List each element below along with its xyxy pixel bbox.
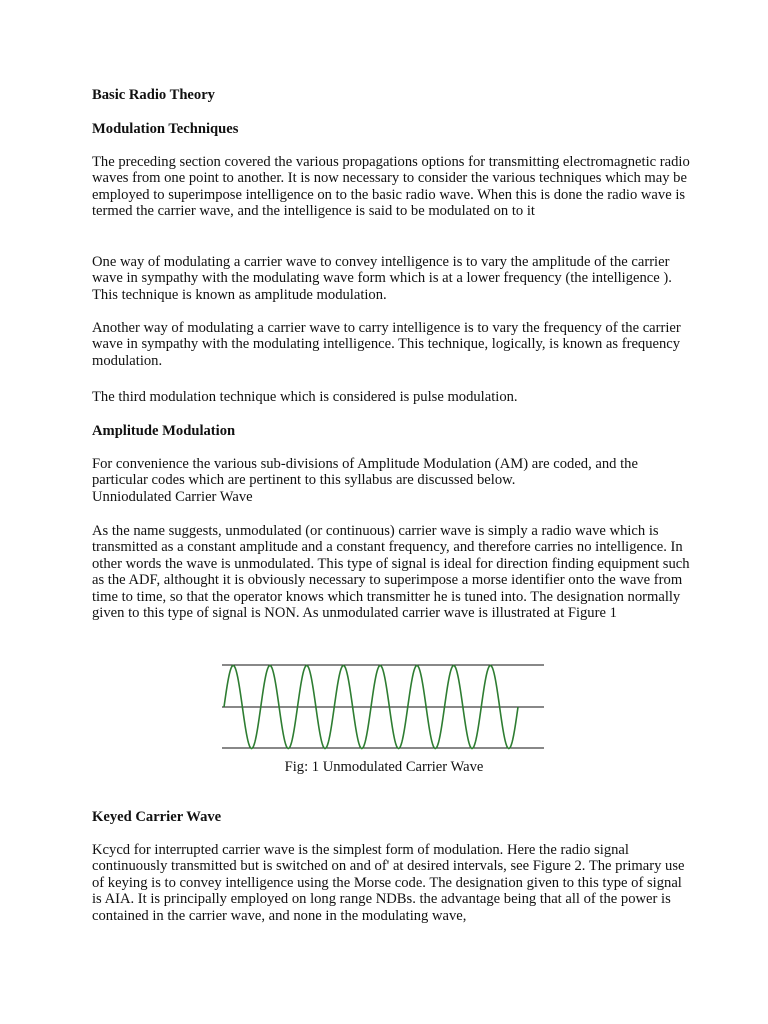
subheading-unmodulated: Unniodulated Carrier Wave xyxy=(92,489,253,505)
heading-amplitude-modulation: Amplitude Modulation xyxy=(92,423,236,439)
unmodulated-carrier-wave-figure xyxy=(222,656,544,750)
heading-modulation-techniques: Modulation Techniques xyxy=(92,121,239,137)
paragraph-amplitude: One way of modulating a carrier wave to convey intelligence is to vary the amplitude of the carrier wave in sympathy with the modulating wave form which is at a lower frequency (the intelligence ). This technique is known as amplitude modulation. xyxy=(92,254,672,303)
paragraph-intro: The preceding section covered the various propagations options for transmitting electromagnetic radio waves from one point to another. It is now necessary to consider the various techniques which may be employed to superimpose intelligence on to the basic radio wave. When this is done the radio wave is termed the carrier wave, and the intelligence is said to be modulated on to it xyxy=(92,154,690,220)
paragraph-keyed: Kcycd for interrupted carrier wave is the simplest form of modulation. Here the radio signal continuously transmitted but is switched on and of' at desired intervals, see Figure 2. The primary use of keying is to convey intelligence using the Morse code. The designation given to this type of signal is AIA. It is principally employed on long range NDBs. the advantage being that all of the power is contained in the carrier wave, and none in the modulating wave, xyxy=(92,842,685,924)
paragraph-unmodulated: As the name suggests, unmodulated (or continuous) carrier wave is simply a radio wave which is transmitted as a constant amplitude and a constant frequency, and therefore carries no intelligence. In other words the wave is unmodulated. This type of signal is ideal for direction finding equipment such as the ADF, althought it is obviously necessary to superimpose a morse identifier onto the wave from time to time, so that the operator knows which transmitter he is tuned into. The designation normally given to this type of signal is NON. As unmodulated carrier wave is illustrated at Figure 1 xyxy=(92,523,690,622)
paragraph-pulse: The third modulation technique which is considered is pulse modulation. xyxy=(92,389,518,405)
paragraph-am-codes: For convenience the various sub-divisions of Amplitude Modulation (AM) are coded, and the particular codes which are pertinent to this syllabus are discussed below. xyxy=(92,456,638,489)
figure-caption: Fig: 1 Unmodulated Carrier Wave xyxy=(284,759,484,775)
paragraph-frequency: Another way of modulating a carrier wave to carry intelligence is to vary the frequency of the carrier wave in sympathy with the modulating intelligence. This technique, logically, is known as frequency modulation. xyxy=(92,320,681,369)
heading-keyed-carrier-wave: Keyed Carrier Wave xyxy=(92,809,222,825)
document-title: Basic Radio Theory xyxy=(92,87,215,103)
